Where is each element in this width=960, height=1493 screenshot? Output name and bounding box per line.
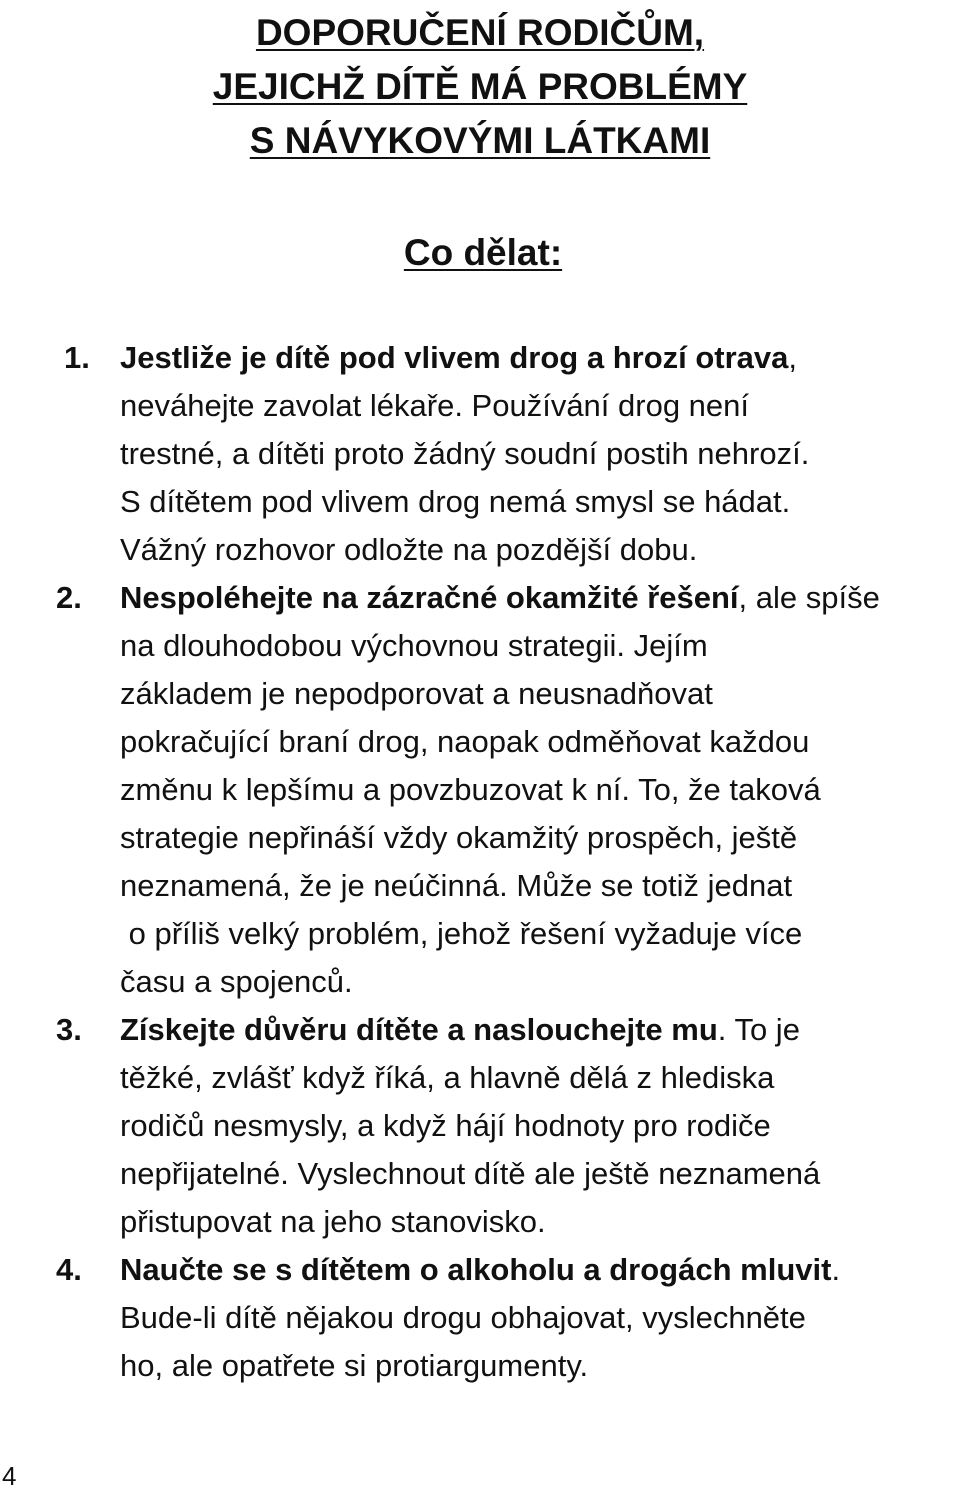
item-text-line: změnu k lepšímu a povzbuzovat k ní. To, že taková (120, 772, 821, 807)
item-text (120, 334, 960, 574)
item-text-line: pokračující braní drog, naopak odměňovat každou (120, 724, 810, 759)
item-bold-lead: Získejte důvěru dítěte a naslouchejte mu (120, 1012, 718, 1047)
item-number: 2. (56, 580, 82, 615)
item-text-line: neznamená, že je neúčinná. Může se totiž jednat (120, 868, 793, 903)
item-text-segment: . (831, 1252, 841, 1287)
item-text-line: strategie nepřináší vždy okamžitý prospěch, ještě (120, 820, 798, 855)
item-text-segment: , ale spíše (738, 580, 880, 615)
item-text-line: času a spojenců. (120, 964, 353, 999)
item-text-segment: , (788, 340, 798, 375)
item-number: 1. (64, 340, 90, 375)
item-text-line: ho, ale opatřete si protiargumenty. (120, 1348, 589, 1383)
item-text-segment: . To je (717, 1012, 800, 1047)
item-text-line: Bude-li dítě nějakou drogu obhajovat, vyslechněte (120, 1300, 806, 1335)
item-text (120, 574, 960, 1006)
title-line-1: DOPORUČENÍ RODIČŮM, (255, 12, 705, 53)
item-bold-lead: Jestliže je dítě pod vlivem drog a hrozí otrava (120, 340, 789, 375)
item-text-line: rodičů nesmysly, a když hájí hodnoty pro rodiče (120, 1108, 771, 1143)
item-bold-lead: Naučte se s dítětem o alkoholu a drogách mluvit (120, 1252, 832, 1287)
list-item-1 (0, 334, 960, 574)
item-number: 3. (56, 1012, 82, 1047)
list-item-4 (0, 1246, 960, 1390)
item-text-line: nepřijatelné. Vyslechnout dítě ale ještě neznamená (120, 1156, 821, 1191)
list-item-2 (0, 574, 960, 1006)
item-text-line: neváhejte zavolat lékaře. Používání drog není (120, 388, 750, 423)
item-text (120, 1006, 960, 1246)
item-text-line: o příliš velký problém, jehož řešení vyžaduje více (120, 916, 803, 951)
recommendation-list (0, 334, 960, 1390)
item-bold-lead: Nespoléhejte na zázračné okamžité řešení (120, 580, 739, 615)
item-text-line: na dlouhodobou výchovnou strategii. Jejím (120, 628, 708, 663)
item-text-line: trestné, a dítěti proto žádný soudní postih nehrozí. (120, 436, 810, 471)
item-text-line: Vážný rozhovor odložte na pozdější dobu. (120, 532, 698, 567)
item-text-line: těžké, zvlášť když říká, a hlavně dělá z hlediska (120, 1060, 775, 1095)
item-text-line: základem je nepodporovat a neusnadňovat (120, 676, 713, 711)
page-number: 4 (2, 1461, 17, 1491)
document-title (0, 6, 960, 168)
list-item-3 (0, 1006, 960, 1246)
section-heading: Co dělat: (403, 232, 563, 273)
item-text (120, 1246, 960, 1390)
title-line-3: S NÁVYKOVÝMI LÁTKAMI (249, 120, 711, 161)
item-text-line: S dítětem pod vlivem drog nemá smysl se hádat. (120, 484, 791, 519)
item-text-line: přistupovat na jeho stanovisko. (120, 1204, 546, 1239)
item-number: 4. (56, 1252, 82, 1287)
title-line-2: JEJICHŽ DÍTĚ MÁ PROBLÉMY (212, 66, 748, 107)
